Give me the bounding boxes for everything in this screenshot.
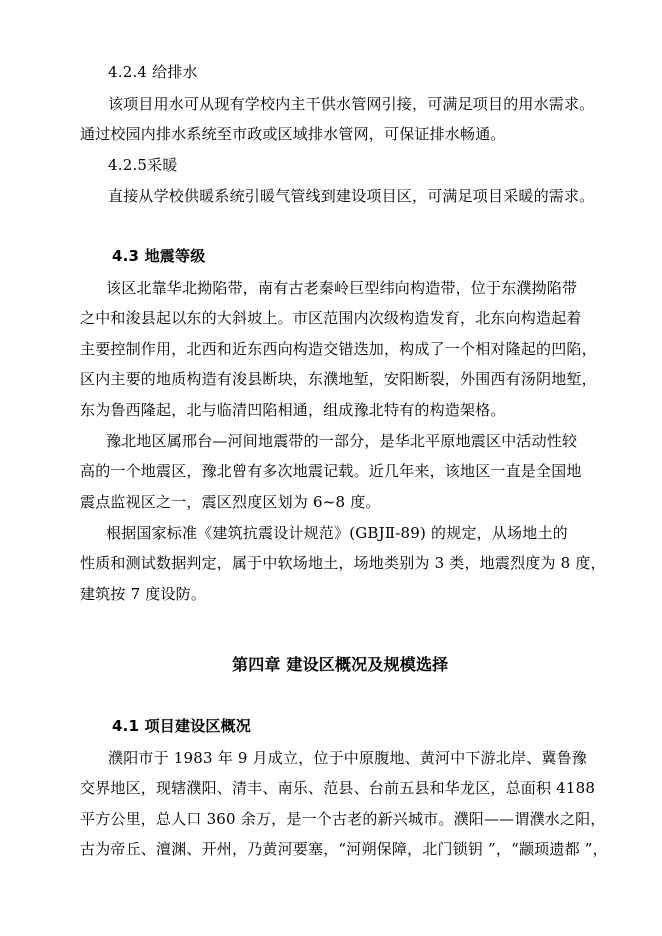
section-4-3-line: 该区北靠华北拗陷带，南有古老秦岭巨型纬向构造带，位于东濮拗陷带 [106, 279, 578, 297]
section-4-3-line: 高的一个地震区，豫北曾有多次地震记载。近几年来，该地区一直是全国地 [80, 462, 582, 480]
section-4-3-line: 建筑按 7 度设防。 [80, 585, 207, 603]
section-4-1-line: 平方公里，总人口 360 余万，是一个古老的新兴城市。濮阳——谓濮水之阳， [80, 810, 606, 828]
section-4-2-4-heading: 4.2.4 给排水 [108, 63, 198, 81]
section-4-3-line: 根据国家标准《建筑抗震设计规范》(GBJⅡ-89) 的规定，从场地土的 [106, 524, 568, 542]
chapter-4-title: 第四章 建设区概况及规模选择 [232, 655, 449, 674]
section-4-1-line: 濮阳市于 1983 年 9 月成立，位于中原腹地、黄河中下游北岸、冀鲁豫 [108, 749, 587, 767]
section-4-2-5-heading: 4.2.5采暖 [108, 156, 178, 174]
section-4-2-5-line-1: 直接从学校供暖系统引暖气管线到建设项目区，可满足项目采暖的需求。 [108, 187, 595, 205]
section-4-2-4-line-1: 该项目用水可从现有学校内主干供水管网引接，可满足项目的用水需求。 [108, 95, 595, 113]
section-4-3-line: 性质和测试数据判定，属于中软场地土，场地类别为 3 类，地震烈度为 8 度， [80, 554, 606, 572]
section-4-1-line: 古为帝丘、澶渊、开州，乃黄河要塞，“河朔保障，北门锁钥 ”，“颛顼遗都 ”， [80, 840, 608, 858]
section-4-2-4-line-2: 通过校园内排水系统至市政或区域排水管网，可保证排水畅通。 [80, 125, 506, 143]
section-4-3-line: 东为鲁西隆起，北与临清凹陷相通，组成豫北特有的构造架格。 [80, 401, 506, 419]
section-4-3-line: 豫北地区属邢台—河间地震带的一部分，是华北平原地震区中活动性较 [106, 432, 578, 450]
section-4-3-heading: 4.3 地震等级 [112, 247, 206, 265]
section-4-3-line: 区内主要的地质构造有浚县断块，东濮地堑，安阳断裂，外围西有汤阴地堑， [80, 370, 597, 388]
section-4-3-line: 之中和浚县起以东的大斜坡上。市区范围内次级构造发育，北东向构造起着 [80, 309, 582, 327]
section-4-3-line: 震点监视区之一，震区烈度区划为 6~8 度。 [80, 493, 381, 511]
section-4-1-line: 交界地区，现辖濮阳、清丰、南乐、范县、台前五县和华龙区，总面积 4188 [80, 779, 596, 797]
section-4-3-line: 主要控制作用，北西和近东西向构造交错迭加，构成了一个相对隆起的凹陷， [80, 340, 597, 358]
section-4-1-heading: 4.1 项目建设区概况 [112, 717, 251, 735]
